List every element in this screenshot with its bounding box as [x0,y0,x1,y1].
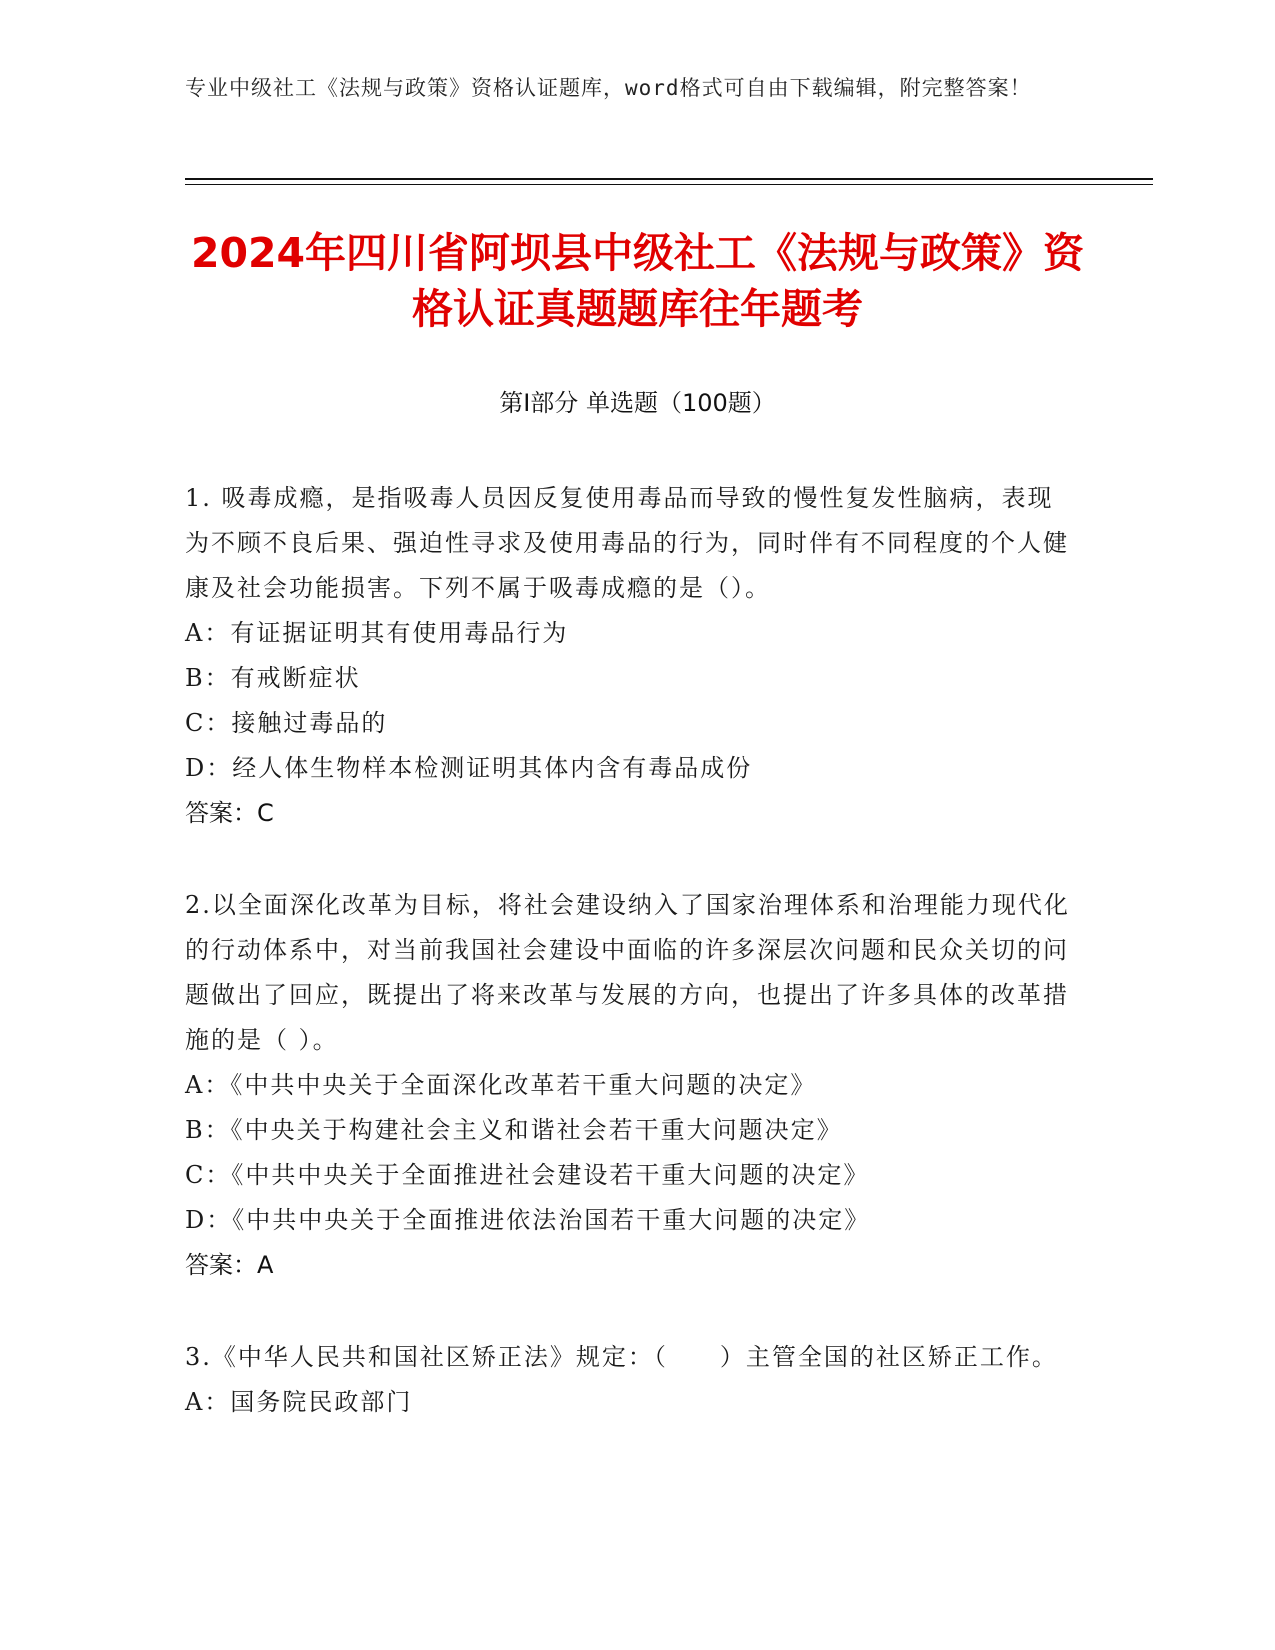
option-c: C：接触过毒品的 [185,709,388,737]
header-note: 专业中级社工《法规与政策》资格认证题库，word格式可自由下载编辑，附完整答案！ [185,76,1032,100]
header-divider-thick [185,178,1153,180]
header-divider-thin [185,184,1153,185]
option-b: B：《中央关于构建社会主义和谐社会若干重大问题决定》 [185,1116,843,1144]
option-d: D：经人体生物样本检测证明其体内含有毒品成份 [185,754,753,782]
option-b: B：有戒断症状 [185,664,361,692]
question-stem: 3.《中华人民共和国社区矫正法》规定：（ ）主管全国的社区矫正工作。 [185,1343,1058,1371]
question-2 [185,883,1075,1288]
option-a: A：《中共中央关于全面深化改革若干重大问题的决定》 [185,1071,817,1099]
option-a: A：国务院民政部门 [185,1388,413,1416]
answer: 答案：A [185,1251,274,1279]
option-d: D：《中共中央关于全面推进依法治国若干重大问题的决定》 [185,1206,871,1234]
option-c: C：《中共中央关于全面推进社会建设若干重大问题的决定》 [185,1161,870,1189]
question-list [185,476,1075,1472]
document-title: 2024年四川省阿坝县中级社工《法规与政策》资格认证真题题库往年题考 [190,229,1085,333]
question-stem: 2.以全面深化改革为目标，将社会建设纳入了国家治理体系和治理能力现代化的行动体系中，对当前我国社会建设中面临的许多深层次问题和民众关切的问题做出了回应，既提出了将来改革与发展的方向，也提出了许多具体的改革措施的是（ ）。 [185,891,1070,1054]
question-stem: 1. 吸毒成瘾，是指吸毒人员因反复使用毒品而导致的慢性复发性脑病，表现为不顾不良后果、强迫性寻求及使用毒品的行为，同时伴有不同程度的个人健康及社会功能损害。下列不属于吸毒成瘾的是（）。 [185,484,1069,602]
question-3 [185,1335,1075,1425]
section-heading: 第Ⅰ部分 单选题（100题） [499,389,776,417]
option-a: A：有证据证明其有使用毒品行为 [185,619,569,647]
answer: 答案：C [185,799,274,827]
question-1 [185,476,1075,836]
